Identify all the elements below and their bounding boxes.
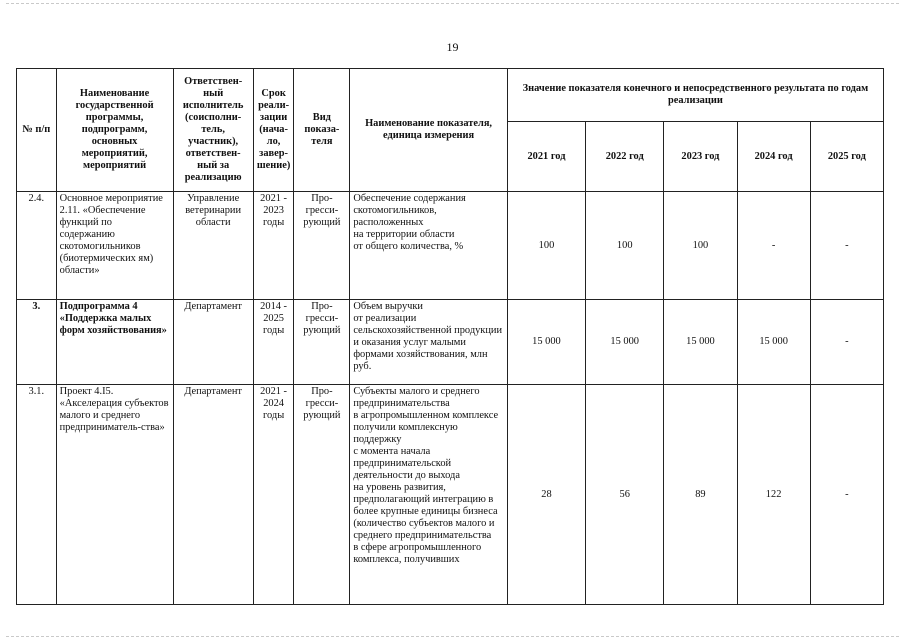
row-term: 2014 - 2025 годы xyxy=(253,300,294,385)
scan-bottom-border xyxy=(6,636,899,637)
row-value-2021: 15 000 xyxy=(507,300,585,385)
row-responsible: Департамент xyxy=(173,300,253,385)
row-value-2022: 56 xyxy=(586,385,664,605)
header-responsible: Ответствен-ный исполнитель (соисполни-тель, участник), ответствен-ный за реализацию xyxy=(173,69,253,192)
row-indicator-type: Про-гресси-рующий xyxy=(294,385,350,605)
row-indicator-type: Про-гресси-рующий xyxy=(294,300,350,385)
row-indicator-name: Субъекты малого и среднего предпринимательства в агропромышленном комплексе получили комплексную поддержку с момента начала предпринимательской деятельности до выхода на уровень развития, предполагающий интеграцию в более крупные единицы бизнеса (количество субъектов малого и среднего предпринимательства в сфере агропромышленного комплекса, получивших xyxy=(350,385,508,605)
row-value-2025: - xyxy=(810,192,883,300)
header-year: 2021 год xyxy=(507,122,585,192)
row-value-2024: - xyxy=(737,192,810,300)
header-year: 2023 год xyxy=(664,122,737,192)
scan-top-border xyxy=(6,3,899,4)
header-year: 2022 год xyxy=(586,122,664,192)
table-row xyxy=(17,192,884,300)
header-year: 2024 год xyxy=(737,122,810,192)
row-value-2021: 28 xyxy=(507,385,585,605)
table-header-row xyxy=(17,69,884,122)
header-values-by-year: Значение показателя конечного и непосредственного результата по годам реализации xyxy=(507,69,883,122)
header-year: 2025 год xyxy=(810,122,883,192)
header-indicator-name: Наименование показателя, единица измерения xyxy=(350,69,508,192)
table-row xyxy=(17,300,884,385)
row-value-2022: 100 xyxy=(586,192,664,300)
row-number: 3. xyxy=(17,300,57,385)
header-number: № п/п xyxy=(17,69,57,192)
row-responsible: Управление ветеринарии области xyxy=(173,192,253,300)
row-value-2025: - xyxy=(810,300,883,385)
page-number: 19 xyxy=(446,40,459,54)
indicators-table xyxy=(16,68,884,605)
row-value-2025: - xyxy=(810,385,883,605)
row-value-2024: 122 xyxy=(737,385,810,605)
header-program-name: Наименование государственной программы, подпрограмм, основных мероприятий, мероприятий xyxy=(56,69,173,192)
row-value-2024: 15 000 xyxy=(737,300,810,385)
row-term: 2021 - 2024 годы xyxy=(253,385,294,605)
row-program-name: Основное мероприятие 2.11. «Обеспечение функций по содержанию скотомогильников (биотермических ям) области» xyxy=(56,192,173,300)
row-value-2023: 89 xyxy=(664,385,737,605)
row-indicator-name: Обеспечение содержания скотомогильников, расположенных на территории области от общего количества, % xyxy=(350,192,508,300)
row-indicator-name: Объем выручки от реализации сельскохозяйственной продукции и оказания услуг малыми формами хозяйствования, млн руб. xyxy=(350,300,508,385)
row-number: 3.1. xyxy=(17,385,57,605)
header-term: Срок реали-зации (нача-ло, завер-шение) xyxy=(253,69,294,192)
row-value-2022: 15 000 xyxy=(586,300,664,385)
row-program-name: Проект 4.I5. «Акселерация субъектов малого и среднего предприниматель-ства» xyxy=(56,385,173,605)
row-responsible: Департамент xyxy=(173,385,253,605)
row-number: 2.4. xyxy=(17,192,57,300)
row-value-2023: 15 000 xyxy=(664,300,737,385)
row-indicator-type: Про-гресси-рующий xyxy=(294,192,350,300)
header-indicator-type: Вид показа-теля xyxy=(294,69,350,192)
row-term: 2021 - 2023 годы xyxy=(253,192,294,300)
row-value-2021: 100 xyxy=(507,192,585,300)
row-program-name: Подпрограмма 4 «Поддержка малых форм хозяйствования» xyxy=(56,300,173,385)
row-value-2023: 100 xyxy=(664,192,737,300)
table-row xyxy=(17,385,884,605)
